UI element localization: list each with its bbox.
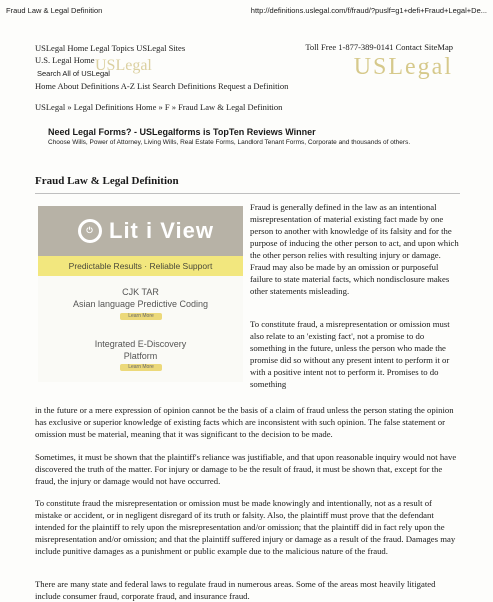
breadcrumb-uslegal[interactable]: USLegal [35,102,66,112]
ad-line-ediscovery: Integrated E-Discovery [94,339,187,349]
ad-line-cjk-tar: CJK TAR [122,287,159,297]
nav-home[interactable]: Home [35,81,56,91]
link-uslegal-home[interactable]: USLegal Home [35,43,89,53]
search-all-label[interactable]: Search All of USLegal [37,69,110,78]
paragraph-opinion: in the future or a mere expression of opinion cannot be the basis of a claim of fraud unless the person stating the opinion has exclusive or superior knowledge of existing facts which are inconsistent with such opinion. The false statement or omission must be material, meaning that it was significant to the decision to be made. [35,405,454,439]
main-nav [35,81,288,91]
article-header [35,175,460,204]
ad-section-ediscovery [38,338,243,362]
power-icon: ⏻ [78,219,102,243]
paragraph-reliance: Sometimes, it must be shown that the plaintiff's reliance was justifiable, and that upon reasonable inquiry would not have discovered the truth of the matter. For injury or damage to be the result of fraud, it must be shown that, except for the fraud, the injury or damage would not have occurred. [35,452,457,486]
print-header [6,6,487,15]
breadcrumb-definitions-home[interactable]: Legal Definitions Home [73,102,157,112]
nav-about-definitions[interactable]: About Definitions [57,81,120,91]
uslegal-logo[interactable]: USLegal [353,54,453,80]
title-divider [35,193,460,194]
paragraph-intent: To constitute fraud the misrepresentation or omission must be made knowingly and intentionally, not as a result of mistake or accident, or in negligent disregard of its truth or falsity. Also, the plaintiff must prove that the defendant intended for the plaintiff to rely upon the misrepresentation and/or omission; that the plaintiff did in fact rely upon the misrepresentation and/or omission; and that the plaintiff suffered injury or damage as a result of the fraud. Damages may include punitive damages as a punishment or public example due to the malicious nature of the fraud. [35,498,456,556]
ad-section-cjk [38,286,243,310]
ad-tagline: Predictable Results · Reliable Support [38,256,243,276]
breadcrumb-f[interactable]: F [164,102,170,112]
print-page-title: Fraud Law & Legal Definition [6,6,103,15]
nav-a-z-list[interactable]: A-Z List [120,81,151,91]
legal-forms-promo[interactable] [48,127,428,148]
link-us-legal-home[interactable]: U.S. Legal Home [35,55,95,65]
link-contact[interactable]: Contact [395,42,423,52]
ad-line-platform: Platform [123,351,158,361]
print-page-url: http://definitions.uslegal.com/f/fraud/?puslf=g1+defi+Fraud+Legal+De... [250,6,487,15]
breadcrumb-current: Fraud Law & Legal Definition [178,102,283,112]
link-sitemap[interactable]: SiteMap [424,42,453,52]
link-uslegal-sites[interactable]: USLegal Sites [136,43,186,53]
article-title: Fraud Law & Legal Definition [35,175,179,187]
nav-search-definitions[interactable]: Search Definitions [152,81,216,91]
toll-free-number: Toll Free 1-877-389-0141 [305,42,394,52]
ad-logo-text: Lit i View [109,218,214,243]
ad-logo [78,218,214,244]
breadcrumb: USLegal » Legal Definitions Home » F » Fraud Law & Legal Definition [35,102,283,112]
paragraph-regulation: There are many state and federal laws to regulate fraud in numerous areas. Some of the areas most heavily litigated include consumer fraud, corporate fraud, and insurance fraud. [35,579,436,601]
promo-title[interactable]: Need Legal Forms? - USLegalforms is TopTen Reviews Winner [48,127,316,137]
link-legal-topics[interactable]: Legal Topics [90,43,135,53]
promo-description: Choose Wills, Power of Attorney, Living Wills, Real Estate Forms, Landlord Tenant Forms, Corporate and thousands of others. [48,139,411,146]
nav-request-definition[interactable]: Request a Definition [217,81,289,91]
logo-watermark-faint: USLegal [95,57,152,74]
ad-learn-more-button-1[interactable]: Learn More [120,313,162,320]
paragraph-definition: Fraud is generally defined in the law as an intentional misrepresentation of material existing fact made by one person to another with knowledge of its falsity and for the purpose of inducing the other person to act, and upon which the other person relies with resulting injury or damage. Fraud may also be made by an omission or purposeful failure to state material facts, which nondisclosure makes other statements misleading. [250,202,459,296]
litiview-advertisement[interactable] [38,206,243,382]
ad-learn-more-button-2[interactable]: Learn More [120,364,162,371]
paragraph-existing-fact: To constitute fraud, a misrepresentation or omission must also relate to an 'existing fact', not a promise to do something in the future, unless the person who made the promise did so without any present intent to perform it or with a positive intent not to perform it. Promises to do something [250,319,450,389]
ad-line-predictive-coding: Asian language Predictive Coding [72,299,209,309]
